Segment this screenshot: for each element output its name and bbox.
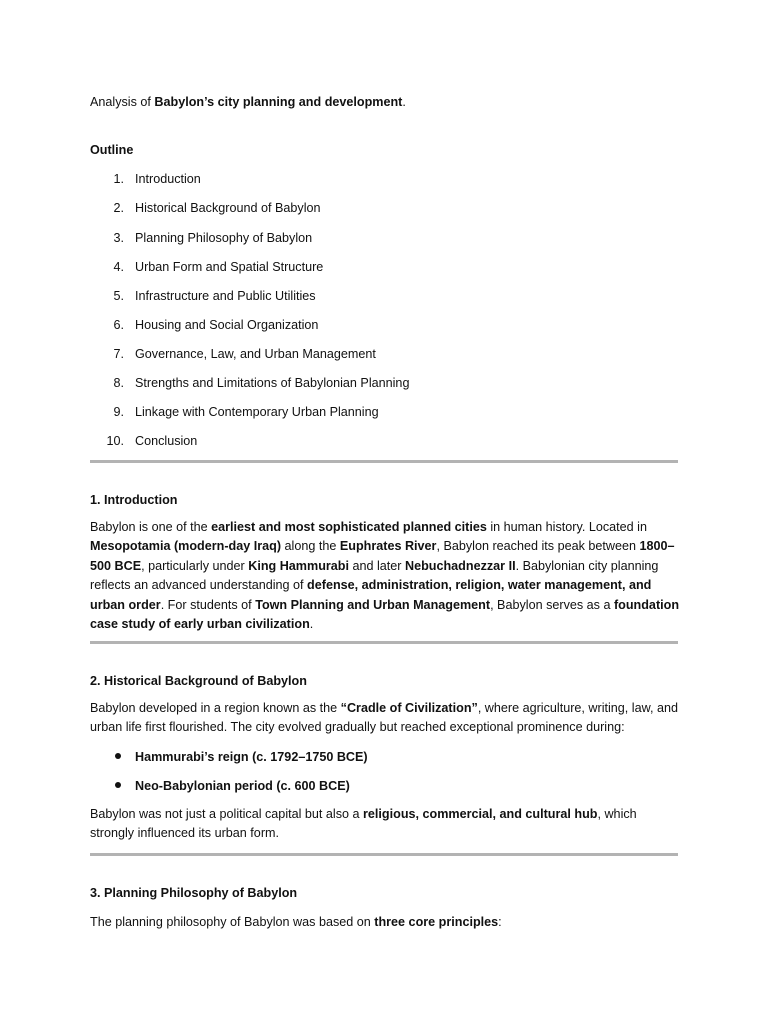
title-word-analysis: Analysis: [90, 95, 137, 109]
outline-item-housing: Housing and Social Organization: [135, 318, 319, 332]
introduction-paragraph: Babylon is one of the earliest and most sophisticated planned cities in human history. Located in Mesopotamia (modern-day Iraq) along the Euphrates River, Babylon reached its peak between 1800–500 BCE, particularly under King Hammurabi and later Nebuchadnezzar II. Babylonian city planning reflects an advanced understanding of defense, administration, religion, water management, and urban order. For students of Town Planning and Urban Management, Babylon serves as a foundation case study of early urban civilization.: [90, 520, 680, 632]
outline-number: 1.: [113, 172, 124, 186]
outline-item-strengths-limitations: Strengths and Limitations of Babylonian Planning: [135, 376, 410, 390]
title-connector: of: [136, 95, 155, 109]
section-divider: [90, 460, 678, 463]
outline-number: 3.: [113, 231, 124, 245]
outline-number: 2.: [113, 201, 124, 215]
outline-number: 8.: [113, 376, 124, 390]
outline-heading: Outline: [90, 143, 134, 157]
outline-number: 9.: [113, 405, 124, 419]
section-divider: [90, 853, 678, 856]
section-heading-historical-background: 2. Historical Background of Babylon: [90, 674, 307, 688]
bullet-item-neo-babylonian: Neo-Babylonian period (c. 600 BCE): [135, 779, 350, 793]
historical-background-paragraph: Babylon developed in a region known as the “Cradle of Civilization”, where agriculture, writing, law, and urban life first flourished. The city evolved gradually but reached exceptional prominence during:: [90, 701, 679, 735]
outline-item-governance: Governance, Law, and Urban Management: [135, 347, 376, 361]
planning-philosophy-paragraph: The planning philosophy of Babylon was based on three core principles:: [90, 915, 502, 929]
title-period: .: [402, 95, 406, 109]
outline-item-introduction: Introduction: [135, 172, 201, 186]
title-topic: Babylon’s city planning and development: [154, 95, 403, 109]
section-heading-introduction: 1. Introduction: [90, 493, 178, 507]
document-title: [90, 94, 406, 110]
outline-number: 7.: [113, 347, 124, 361]
outline-item-planning-philosophy: Planning Philosophy of Babylon: [135, 231, 313, 245]
outline-number: 10.: [106, 434, 124, 448]
outline-number: 5.: [113, 289, 124, 303]
outline-item-linkage: Linkage with Contemporary Urban Planning: [135, 405, 379, 419]
outline-number: 6.: [113, 318, 124, 332]
political-capital-paragraph: Babylon was not just a political capital but also a religious, commercial, and cultural hub, which strongly influenced its urban form.: [90, 807, 637, 841]
outline-item-urban-form: Urban Form and Spatial Structure: [135, 260, 324, 274]
section-heading-planning-philosophy: 3. Planning Philosophy of Babylon: [90, 886, 298, 900]
outline-item-historical-background: Historical Background of Babylon: [135, 201, 321, 215]
bullet-icon: [115, 782, 121, 788]
outline-number: 4.: [113, 260, 124, 274]
section-divider: [90, 641, 678, 644]
bullet-icon: [115, 753, 121, 759]
bullet-item-hammurabi: Hammurabi’s reign (c. 1792–1750 BCE): [135, 750, 368, 764]
outline-item-conclusion: Conclusion: [135, 434, 198, 448]
outline-item-infrastructure: Infrastructure and Public Utilities: [135, 289, 316, 303]
